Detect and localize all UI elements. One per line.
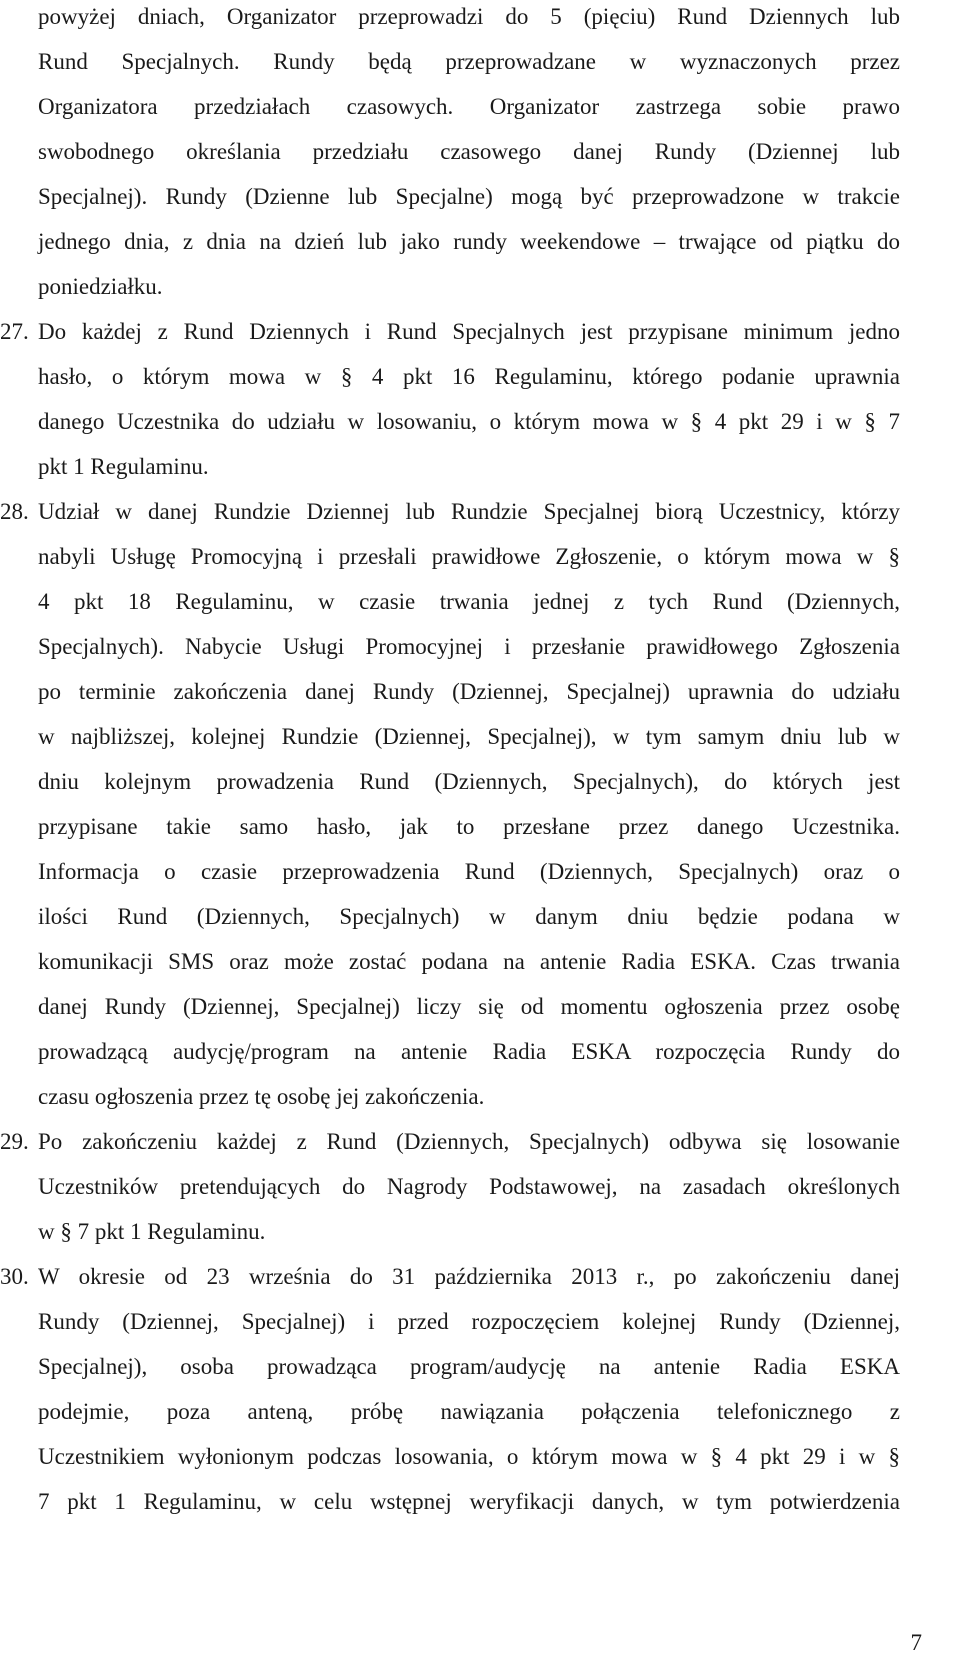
text-line: Rund Specjalnych. Rundy będą przeprowadzane w wyznaczonych przez (38, 49, 900, 74)
text-line (0, 1254, 900, 1299)
item-number: 30. (0, 1264, 29, 1289)
text-line (0, 489, 900, 534)
text-line: podejmie, poza anteną, próbę nawiązania połączenia telefonicznego z (38, 1399, 900, 1424)
text-line: prowadzącą audycję/program na antenie Radia ESKA rozpoczęcia Rundy do (38, 1039, 900, 1064)
list-item-27 (0, 309, 900, 489)
list-item-29 (0, 1119, 900, 1254)
page-number: 7 (910, 1630, 922, 1655)
text-line: dniu kolejnym prowadzenia Rund (Dziennych, Specjalnych), do których jest (38, 769, 900, 794)
text-line: swobodnego określania przedziału czasowego danej Rundy (Dziennej lub (38, 139, 900, 164)
text-line: Informacja o czasie przeprowadzenia Rund (Dziennych, Specjalnych) oraz o (38, 859, 900, 884)
text-line: ilości Rund (Dziennych, Specjalnych) w danym dniu będzie podana w (38, 904, 900, 929)
text-line: 4 pkt 18 Regulaminu, w czasie trwania jednej z tych Rund (Dziennych, (38, 589, 900, 614)
text-line: pkt 1 Regulaminu. (38, 454, 209, 479)
item-line: Do każdej z Rund Dziennych i Rund Specjalnych jest przypisane minimum jedno (38, 319, 900, 344)
text-line: danego Uczestnika do udziału w losowaniu, o którym mowa w § 4 pkt 29 i w § 7 (38, 409, 900, 434)
text-line: Specjalnej), osoba prowadząca program/audycję na antenie Radia ESKA (38, 1354, 900, 1379)
text-line: w § 7 pkt 1 Regulaminu. (38, 1219, 266, 1244)
text-line: Specjalnej). Rundy (Dzienne lub Specjalne) mogą być przeprowadzone w trakcie (38, 184, 900, 209)
text-line: danej Rundy (Dziennej, Specjalnej) liczy się od momentu ogłoszenia przez osobę (38, 994, 900, 1019)
text-line: Rundy (Dziennej, Specjalnej) i przed rozpoczęciem kolejnej Rundy (Dziennej, (38, 1309, 900, 1334)
text-line (0, 1119, 900, 1164)
text-line: Uczestnikiem wyłonionym podczas losowania, o którym mowa w § 4 pkt 29 i w § (38, 1444, 900, 1469)
intro-paragraph (38, 0, 900, 309)
list-item-28 (0, 489, 900, 1119)
item-line: W okresie od 23 września do 31 października 2013 r., po zakończeniu danej (38, 1264, 900, 1289)
item-number: 29. (0, 1129, 29, 1154)
item-line: Udział w danej Rundzie Dziennej lub Rundzie Specjalnej biorą Uczestnicy, którzy (38, 499, 900, 524)
text-line: hasło, o którym mowa w § 4 pkt 16 Regulaminu, którego podanie uprawnia (38, 364, 900, 389)
text-line: Specjalnych). Nabycie Usługi Promocyjnej i przesłanie prawidłowego Zgłoszenia (38, 634, 900, 659)
text-line: 7 pkt 1 Regulaminu, w celu wstępnej weryfikacji danych, w tym potwierdzenia (38, 1489, 900, 1514)
text-line: po terminie zakończenia danej Rundy (Dziennej, Specjalnej) uprawnia do udziału (38, 679, 900, 704)
item-number: 28. (0, 499, 29, 524)
text-line: nabyli Usługę Promocyjną i przesłali prawidłowe Zgłoszenie, o którym mowa w § (38, 544, 900, 569)
text-line: jednego dnia, z dnia na dzień lub jako rundy weekendowe – trwające od piątku do (38, 229, 900, 254)
text-line: poniedziałku. (38, 274, 163, 299)
list-item-30 (0, 1254, 900, 1524)
item-line: Po zakończeniu każdej z Rund (Dziennych, Specjalnych) odbywa się losowanie (38, 1129, 900, 1154)
text-line: Uczestników pretendujących do Nagrody Podstawowej, na zasadach określonych (38, 1174, 900, 1199)
text-line: Organizatora przedziałach czasowych. Organizator zastrzega sobie prawo (38, 94, 900, 119)
text-line: w najbliższej, kolejnej Rundzie (Dziennej, Specjalnej), w tym samym dniu lub w (38, 724, 900, 749)
text-line: powyżej dniach, Organizator przeprowadzi do 5 (pięciu) Rund Dziennych lub (38, 4, 900, 29)
text-line (0, 309, 900, 354)
text-line: komunikacji SMS oraz może zostać podana na antenie Radia ESKA. Czas trwania (38, 949, 900, 974)
text-line: czasu ogłoszenia przez tę osobę jej zakończenia. (38, 1084, 485, 1109)
text-line: przypisane takie samo hasło, jak to przesłane przez danego Uczestnika. (38, 814, 900, 839)
item-number: 27. (0, 319, 29, 344)
